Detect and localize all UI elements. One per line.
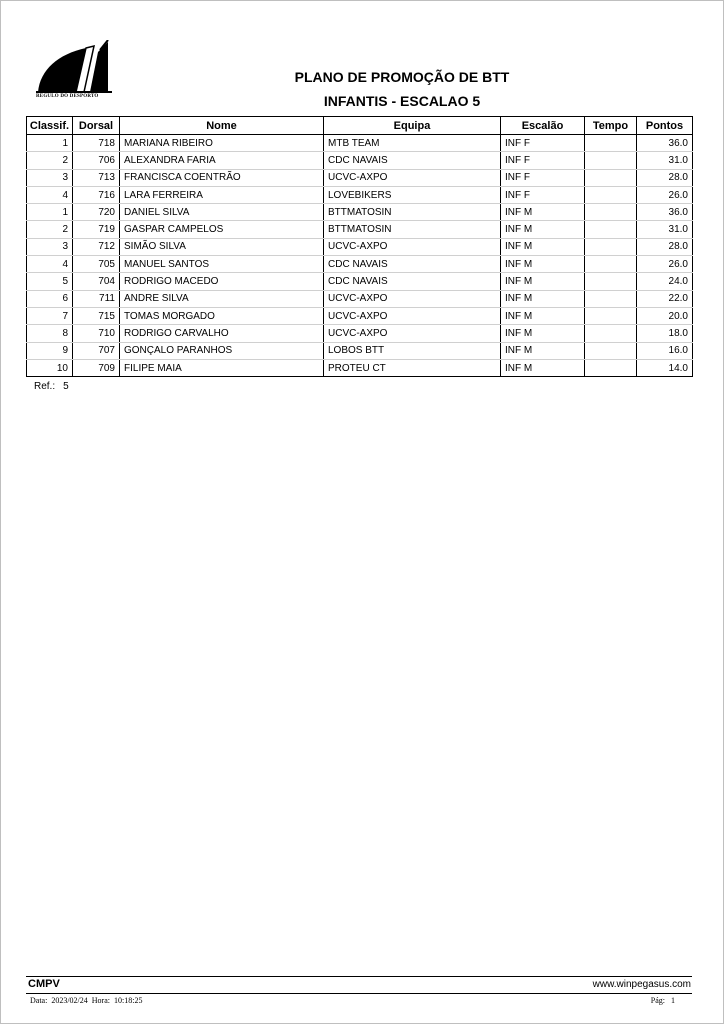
cell-escalao: INF M [501,273,585,290]
cell-nome: RODRIGO MACEDO [120,273,324,290]
cell-nome: LARA FERREIRA [120,186,324,203]
footer-divider-bottom [26,993,692,994]
cell-nome: GASPAR CAMPELOS [120,221,324,238]
cell-tempo [585,221,637,238]
cell-dorsal: 713 [73,169,120,186]
cell-classif: 3 [27,169,73,186]
table-row [27,273,693,290]
report-title: PLANO DE PROMOÇÃO DE BTT [294,69,510,85]
cell-escalao: INF F [501,169,585,186]
cell-dorsal: 706 [73,152,120,169]
cell-equipa: CDC NAVAIS [324,152,501,169]
cell-dorsal: 715 [73,307,120,324]
cell-equipa: UCVC-AXPO [324,307,501,324]
cell-escalao: INF M [501,307,585,324]
cell-dorsal: 711 [73,290,120,307]
cell-equipa: CDC NAVAIS [324,273,501,290]
cell-classif: 7 [27,307,73,324]
cell-dorsal: 719 [73,221,120,238]
cell-escalao: INF M [501,256,585,273]
cell-nome: ALEXANDRA FARIA [120,152,324,169]
cell-equipa: UCVC-AXPO [324,325,501,342]
cell-tempo [585,135,637,152]
results-table [26,116,693,377]
page-value: 1 [671,996,675,1005]
cell-escalao: INF M [501,204,585,221]
cell-equipa: BTTMATOSIN [324,221,501,238]
table-row [27,325,693,342]
cell-dorsal: 718 [73,135,120,152]
cell-pontos: 36.0 [637,204,693,221]
cell-classif: 5 [27,273,73,290]
table-row [27,221,693,238]
cell-pontos: 31.0 [637,221,693,238]
logo-mark-icon [36,40,112,94]
time-label: Hora: [91,996,110,1005]
table-row [27,238,693,255]
cell-tempo [585,307,637,324]
cell-classif: 3 [27,238,73,255]
cell-classif: 8 [27,325,73,342]
cell-dorsal: 704 [73,273,120,290]
footer-datetime [30,996,146,1005]
cell-equipa: PROTEU CT [324,359,501,376]
table-row [27,256,693,273]
cell-tempo [585,256,637,273]
cell-tempo [585,290,637,307]
cell-dorsal: 712 [73,238,120,255]
cell-tempo [585,273,637,290]
cell-pontos: 16.0 [637,342,693,359]
column-header-equipa: Equipa [324,117,501,135]
column-header-escalao: Escalão [501,117,585,135]
cell-nome: SIMÃO SILVA [120,238,324,255]
cell-dorsal: 720 [73,204,120,221]
cell-tempo [585,359,637,376]
cell-equipa: LOBOS BTT [324,342,501,359]
date-value: 2023/02/24 [51,996,88,1005]
cell-escalao: INF F [501,135,585,152]
cell-escalao: INF M [501,359,585,376]
column-header-tempo: Tempo [585,117,637,135]
column-header-nome: Nome [120,117,324,135]
cell-equipa: LOVEBIKERS [324,186,501,203]
cell-tempo [585,325,637,342]
cell-escalao: INF F [501,186,585,203]
footer-website: www.winpegasus.com [592,979,691,990]
cell-pontos: 24.0 [637,273,693,290]
logo-caption: REGULO DO DESPORTO [36,94,99,99]
cell-classif: 10 [27,359,73,376]
report-subtitle: INFANTIS - ESCALAO 5 [323,93,481,109]
cell-classif: 6 [27,290,73,307]
cell-nome: MARIANA RIBEIRO [120,135,324,152]
cell-pontos: 26.0 [637,256,693,273]
cell-nome: MANUEL SANTOS [120,256,324,273]
column-header-pontos: Pontos [637,117,693,135]
cell-pontos: 14.0 [637,359,693,376]
cell-dorsal: 710 [73,325,120,342]
cell-tempo [585,152,637,169]
cell-tempo [585,342,637,359]
cell-nome: TOMAS MORGADO [120,307,324,324]
cell-tempo [585,204,637,221]
cell-classif: 4 [27,256,73,273]
footer-organization: CMPV [28,978,60,990]
reference-value: 5 [63,381,69,392]
cell-pontos: 28.0 [637,238,693,255]
table-row [27,152,693,169]
cell-dorsal: 709 [73,359,120,376]
cell-classif: 9 [27,342,73,359]
cell-pontos: 31.0 [637,152,693,169]
footer-divider-top [26,976,692,977]
table-row [27,135,693,152]
cell-escalao: INF F [501,152,585,169]
cell-equipa: CDC NAVAIS [324,256,501,273]
cell-classif: 4 [27,186,73,203]
cell-nome: FRANCISCA COENTRÃO [120,169,324,186]
results-body [27,135,693,377]
cell-escalao: INF M [501,342,585,359]
cell-pontos: 20.0 [637,307,693,324]
date-label: Data: [30,996,48,1005]
cell-dorsal: 707 [73,342,120,359]
table-header-row [27,117,693,135]
column-header-classif: Classif. [27,117,73,135]
cell-tempo [585,169,637,186]
cell-classif: 2 [27,221,73,238]
cell-dorsal: 705 [73,256,120,273]
cell-equipa: UCVC-AXPO [324,238,501,255]
cell-nome: GONÇALO PARANHOS [120,342,324,359]
table-row [27,186,693,203]
cell-equipa: UCVC-AXPO [324,290,501,307]
table-row [27,169,693,186]
cell-pontos: 28.0 [637,169,693,186]
reference-label: Ref.: [34,381,56,392]
table-row [27,359,693,376]
cell-equipa: MTB TEAM [324,135,501,152]
cell-nome: FILIPE MAIA [120,359,324,376]
cell-pontos: 26.0 [637,186,693,203]
cell-nome: ANDRE SILVA [120,290,324,307]
cell-classif: 1 [27,135,73,152]
page-label: Pág: [650,996,665,1005]
cell-escalao: INF M [501,290,585,307]
cell-tempo [585,186,637,203]
table-row [27,342,693,359]
cell-escalao: INF M [501,238,585,255]
cell-equipa: BTTMATOSIN [324,204,501,221]
reference [34,381,77,392]
time-value: 10:18:25 [114,996,143,1005]
column-header-dorsal: Dorsal [73,117,120,135]
cell-equipa: UCVC-AXPO [324,169,501,186]
table-row [27,204,693,221]
cell-dorsal: 716 [73,186,120,203]
cell-pontos: 36.0 [637,135,693,152]
cell-classif: 2 [27,152,73,169]
cell-pontos: 18.0 [637,325,693,342]
cell-nome: DANIEL SILVA [120,204,324,221]
cell-tempo [585,238,637,255]
cell-nome: RODRIGO CARVALHO [120,325,324,342]
cell-escalao: INF M [501,221,585,238]
footer-page-number [645,996,675,1005]
cell-escalao: INF M [501,325,585,342]
table-row [27,290,693,307]
cell-pontos: 22.0 [637,290,693,307]
cell-classif: 1 [27,204,73,221]
table-row [27,307,693,324]
